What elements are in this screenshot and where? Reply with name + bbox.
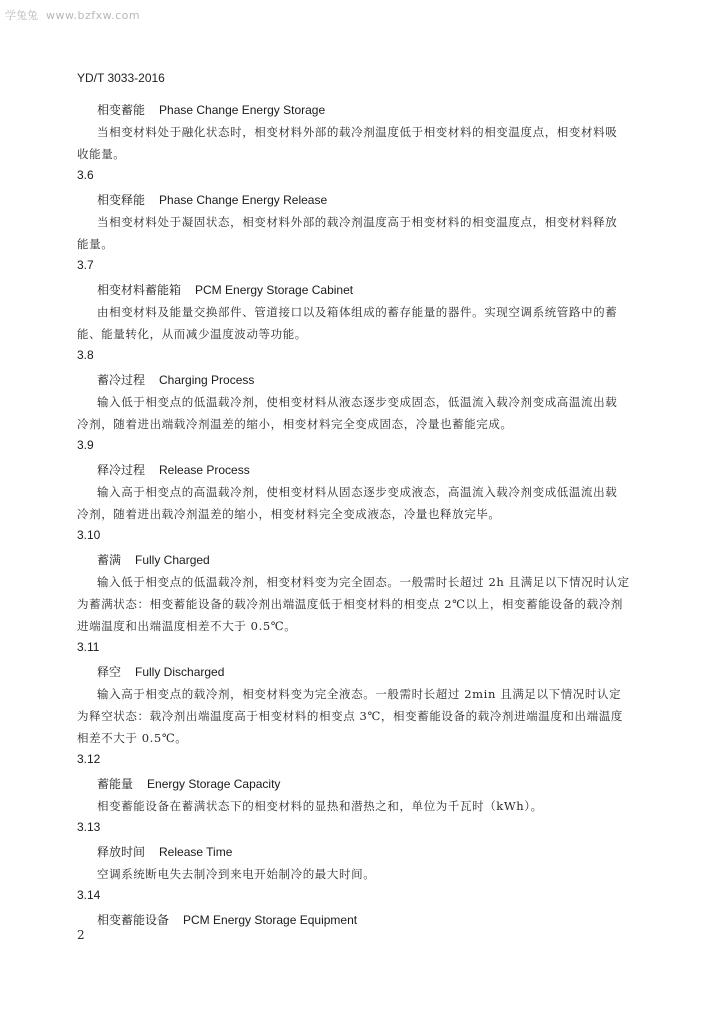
term-title xyxy=(97,371,254,388)
term-chinese: 相变蓄能设备 xyxy=(97,913,170,927)
term-title xyxy=(97,461,250,478)
definition-line: 收能量。 xyxy=(77,147,126,161)
section-number: 3.12 xyxy=(77,752,101,766)
term-title xyxy=(97,551,210,568)
section-number: 3.6 xyxy=(77,168,94,182)
definition-line: 输入高于相变点的高温载冷剂，使相变材料从固态逐步变成液态，高温流入载冷剂变成低温流出载 xyxy=(97,485,618,499)
term-chinese: 释空 xyxy=(97,665,122,679)
section-number: 3.7 xyxy=(77,258,94,272)
definition-line: 输入低于相变点的低温载冷剂，使相变材料从液态逐步变成固态，低温流入载冷剂变成高温流出载 xyxy=(97,395,618,409)
term-chinese: 相变蓄能 xyxy=(97,103,146,117)
term-title xyxy=(97,843,232,860)
definition-line: 进端温度和出端温度相差不大于 0.5℃。 xyxy=(77,619,297,633)
definition-line: 为释空状态：载冷剂出端温度高于相变材料的相变点 3℃，相变蓄能设备的载冷剂进端温度和出端温度 xyxy=(77,709,623,723)
term-english: Fully Charged xyxy=(135,553,210,567)
definition-line: 输入低于相变点的低温载冷剂，相变材料变为完全固态。一般需时长超过 2h 且满足以下情况时认定 xyxy=(97,575,630,589)
definition-line: 当相变材料处于融化状态时，相变材料外部的载冷剂温度低于相变材料的相变温度点，相变材料吸 xyxy=(97,125,618,139)
term-english: Phase Change Energy Release xyxy=(159,193,328,207)
term-english: Release Process xyxy=(159,463,250,477)
watermark-text: 学兔兔 xyxy=(5,9,38,22)
term-english: PCM Energy Storage Equipment xyxy=(183,913,358,927)
section-number: 3.14 xyxy=(77,888,101,902)
term-title xyxy=(97,775,280,792)
definition-line: 当相变材料处于凝固状态，相变材料外部的载冷剂温度高于相变材料的相变温度点，相变材料释放 xyxy=(97,215,618,229)
section-number: 3.8 xyxy=(77,348,94,362)
definition-line: 为蓄满状态：相变蓄能设备的载冷剂出端温度低于相变材料的相变点 2℃以上，相变蓄能设备的载冷剂 xyxy=(77,597,623,611)
definition-line: 空调系统断电失去制冷到来电开始制冷的最大时间。 xyxy=(97,867,376,881)
term-english: Fully Discharged xyxy=(135,665,225,679)
section-number: 3.9 xyxy=(77,438,94,452)
term-title xyxy=(97,911,357,928)
definition-line: 冷剂，随着进出端载冷剂温差的缩小，相变材料完全变成固态，冷量也蓄能完成。 xyxy=(77,417,513,431)
term-chinese: 释冷过程 xyxy=(97,463,146,477)
term-chinese: 蓄能量 xyxy=(97,777,134,791)
definition-line: 冷剂，随着进出载冷剂温差的缩小，相变材料完全变成液态，冷量也释放完毕。 xyxy=(77,507,501,521)
term-english: PCM Energy Storage Cabinet xyxy=(195,283,354,297)
section-number: 3.11 xyxy=(77,640,100,654)
definition-line: 相变蓄能设备在蓄满状态下的相变材料的显热和潜热之和，单位为千瓦时（kWh）。 xyxy=(97,799,543,813)
definition-line: 由相变材料及能量交换部件、管道接口以及箱体组成的蓄存能量的器件。实现空调系统管路中的蓄 xyxy=(97,305,618,319)
term-title xyxy=(97,191,327,208)
term-english: Release Time xyxy=(159,845,233,859)
definition-line: 输入高于相变点的载冷剂，相变材料变为完全液态。一般需时长超过 2min 且满足以下情况时认定 xyxy=(97,687,622,701)
term-chinese: 蓄满 xyxy=(97,553,122,567)
term-english: Charging Process xyxy=(159,373,255,387)
term-title xyxy=(97,101,325,118)
page-number: 2 xyxy=(77,928,85,942)
term-english: Energy Storage Capacity xyxy=(147,777,281,791)
term-chinese: 相变释能 xyxy=(97,193,146,207)
term-title xyxy=(97,663,224,680)
term-title xyxy=(97,281,353,298)
definition-line: 能量。 xyxy=(77,237,114,251)
definition-line: 相差不大于 0.5℃。 xyxy=(77,731,188,745)
term-chinese: 蓄冷过程 xyxy=(97,373,146,387)
section-number: 3.13 xyxy=(77,820,101,834)
term-english: Phase Change Energy Storage xyxy=(159,103,326,117)
term-chinese: 释放时间 xyxy=(97,845,146,859)
term-chinese: 相变材料蓄能箱 xyxy=(97,283,182,297)
definition-line: 能、能量转化，从而减少温度波动等功能。 xyxy=(77,327,307,341)
section-number: 3.10 xyxy=(77,528,101,542)
watermark-url: www.bzfxw.com xyxy=(46,9,141,22)
watermark xyxy=(5,7,140,23)
standard-number: YD/T 3033-2016 xyxy=(77,71,165,85)
